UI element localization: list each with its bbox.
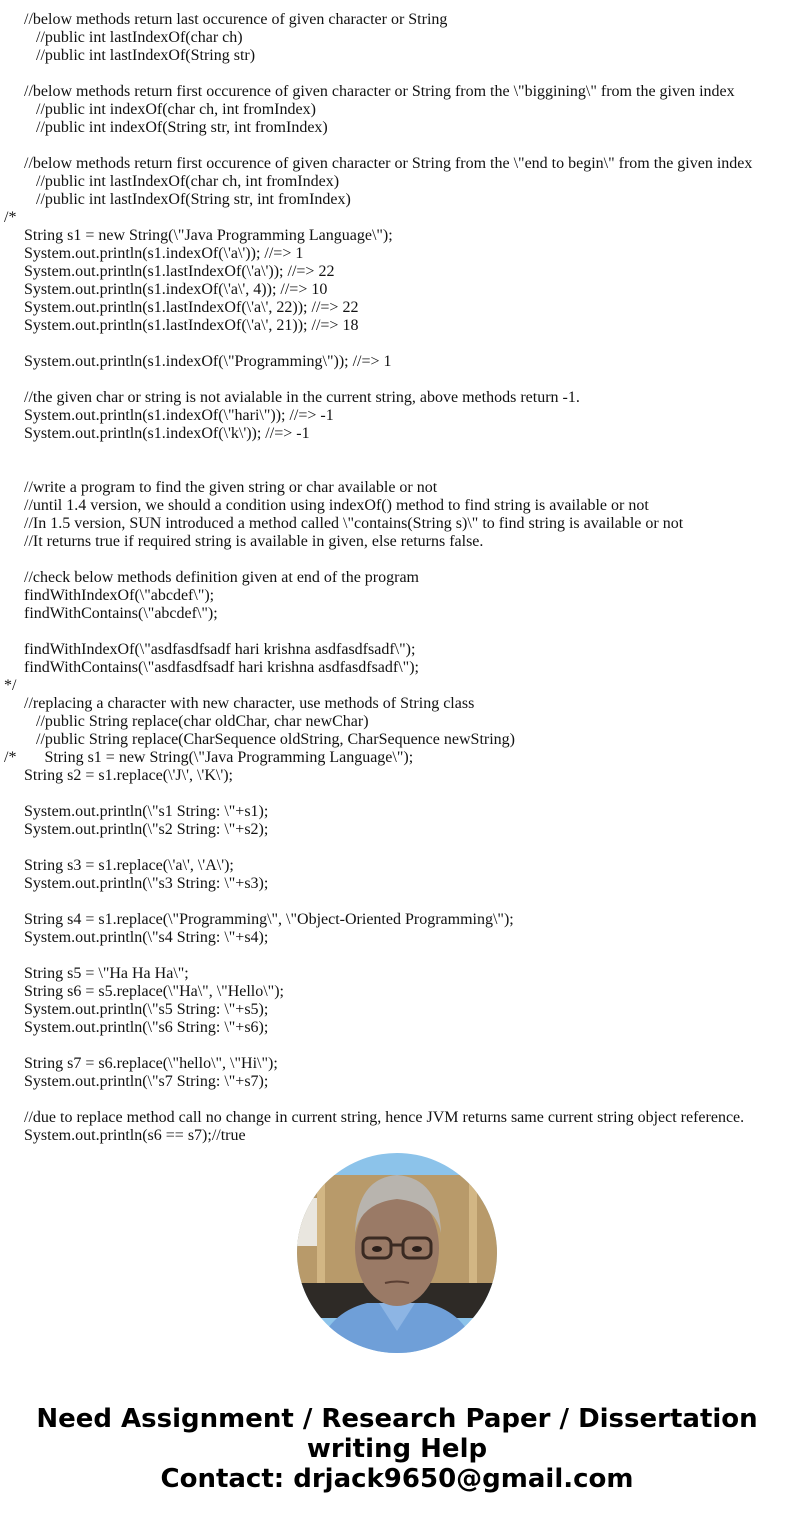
code-line: System.out.println(\"s3 String: \"+s3); — [0, 875, 269, 892]
code-line — [0, 1091, 794, 1109]
code-line: String s2 = s1.replace(\'J\', \'K\'); — [0, 767, 233, 784]
code-line: //public int lastIndexOf(String str) — [0, 47, 256, 64]
code-line: System.out.println(s1.indexOf(\"hari\")); //=> -1 — [0, 407, 334, 424]
banner-line-1: Need Assignment / Research Paper / Dissertation — [36, 1404, 758, 1434]
code-line: //public String replace(char oldChar, char newChar) — [0, 713, 369, 730]
code-line: System.out.println(\"s5 String: \"+s5); — [0, 1001, 269, 1018]
code-line — [0, 785, 794, 803]
code-line — [0, 839, 794, 857]
code-line: //until 1.4 version, we should a condition using indexOf() method to find string is available or not — [0, 497, 649, 514]
code-line — [0, 335, 794, 353]
code-line: System.out.println(s1.indexOf(\'a\')); //=> 1 — [0, 245, 304, 262]
code-line: System.out.println(s6 == s7);//true — [0, 1127, 246, 1144]
avatar — [297, 1153, 497, 1353]
code-line: //It returns true if required string is available in given, else returns false. — [0, 533, 484, 550]
code-line: System.out.println(\"s6 String: \"+s6); — [0, 1019, 269, 1036]
code-line: System.out.println(s1.lastIndexOf(\'a\', 21)); //=> 18 — [0, 317, 359, 334]
code-line — [0, 551, 794, 569]
code-line: String s7 = s6.replace(\"hello\", \"Hi\"); — [0, 1055, 278, 1072]
code-line: //public int indexOf(char ch, int fromIndex) — [0, 101, 316, 118]
code-line — [0, 65, 794, 83]
banner-line-2: writing Help — [306, 1434, 488, 1464]
code-line: String s6 = s5.replace(\"Ha\", \"Hello\"); — [0, 983, 284, 1000]
code-line: //public int lastIndexOf(String str, int fromIndex) — [0, 191, 351, 208]
code-line: String s1 = new String(\"Java Programming Language\"); — [0, 227, 393, 244]
code-line — [0, 371, 794, 389]
code-line: findWithIndexOf(\"abcdef\"); — [0, 587, 215, 604]
code-line — [0, 137, 794, 155]
code-line: //the given char or string is not avialable in the current string, above methods return -1. — [0, 389, 580, 406]
code-line: /* — [0, 209, 17, 226]
code-line: //public int lastIndexOf(char ch, int fromIndex) — [0, 173, 340, 190]
code-line: //below methods return first occurence of given character or String from the \"biggining\" from the given index — [0, 83, 735, 100]
code-line: String s3 = s1.replace(\'a\', \'A\'); — [0, 857, 234, 874]
code-line — [0, 623, 794, 641]
code-line — [0, 893, 794, 911]
code-line: //write a program to find the given string or char available or not — [0, 479, 438, 496]
code-line: findWithIndexOf(\"asdfasdfsadf hari krishna asdfasdfsadf\"); — [0, 641, 416, 658]
author-photo-icon — [297, 1153, 497, 1353]
code-line: System.out.println(\"s4 String: \"+s4); — [0, 929, 269, 946]
code-line: String s4 = s1.replace(\"Programming\", \"Object-Oriented Programming\"); — [0, 911, 514, 928]
code-line: System.out.println(\"s1 String: \"+s1); — [0, 803, 269, 820]
code-line: //public String replace(CharSequence oldString, CharSequence newString) — [0, 731, 515, 748]
code-line: //replacing a character with new character, use methods of String class — [0, 695, 475, 712]
code-line: System.out.println(s1.indexOf(\'a\', 4)); //=> 10 — [0, 281, 328, 298]
code-listing — [0, 11, 794, 1145]
code-line — [0, 947, 794, 965]
code-line: System.out.println(s1.indexOf(\"Programming\")); //=> 1 — [0, 353, 392, 370]
code-line: findWithContains(\"abcdef\"); — [0, 605, 218, 622]
code-line: System.out.println(\"s7 String: \"+s7); — [0, 1073, 269, 1090]
code-line: //below methods return last occurence of given character or String — [0, 11, 448, 28]
code-line: //due to replace method call no change in current string, hence JVM returns same current string object reference. — [0, 1109, 745, 1126]
code-line: /* String s1 = new String(\"Java Programming Language\"); — [0, 749, 414, 766]
code-line: //check below methods definition given at end of the program — [0, 569, 419, 586]
banner-contact-email[interactable]: Contact: drjack9650@gmail.com — [160, 1464, 634, 1494]
code-line — [0, 461, 794, 479]
code-line: //public int indexOf(String str, int fromIndex) — [0, 119, 328, 136]
code-line: findWithContains(\"asdfasdfsadf hari krishna asdfasdfsadf\"); — [0, 659, 419, 676]
code-line: System.out.println(s1.lastIndexOf(\'a\', 22)); //=> 22 — [0, 299, 359, 316]
code-line: //In 1.5 version, SUN introduced a method called \"contains(String s)\" to find string is available or not — [0, 515, 684, 532]
code-line: */ — [0, 677, 17, 694]
code-line: String s5 = \"Ha Ha Ha\"; — [0, 965, 189, 982]
code-line: System.out.println(s1.lastIndexOf(\'a\')); //=> 22 — [0, 263, 335, 280]
code-line: //below methods return first occurence of given character or String from the \"end to begin\" from the given index — [0, 155, 753, 172]
code-line: System.out.println(s1.indexOf(\'k\')); //=> -1 — [0, 425, 310, 442]
code-line — [0, 443, 794, 461]
code-line: //public int lastIndexOf(char ch) — [0, 29, 243, 46]
code-line — [0, 1037, 794, 1055]
contact-banner — [0, 1404, 794, 1494]
code-line: System.out.println(\"s2 String: \"+s2); — [0, 821, 269, 838]
